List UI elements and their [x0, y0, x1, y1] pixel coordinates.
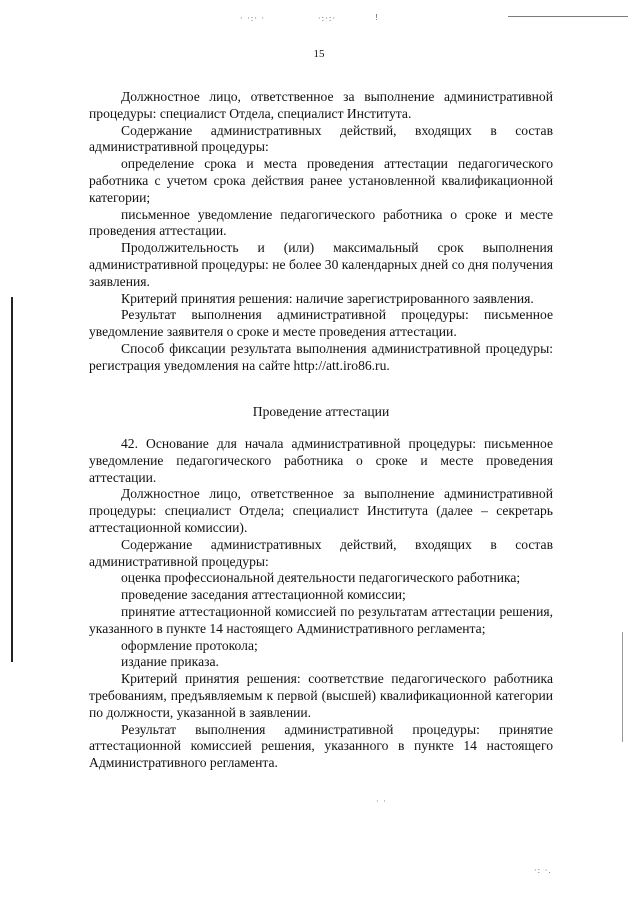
- paragraph-result: Результат выполнения административной процедуры: письменное уведомление заявителя о сроке и месте проведения аттестации.: [89, 307, 553, 340]
- paragraph-action-item: письменное уведомление педагогического работника о сроке и месте проведения аттестации.: [89, 206, 553, 239]
- paragraph-duration: Продолжительность и (или) максимальный срок выполнения административной процедуры: не более 30 календарных дней со дня получения заявления.: [89, 240, 553, 289]
- paragraph-actions-content: Содержание административных действий, входящих в состав административной процедуры:: [89, 122, 553, 155]
- paragraph-action-item: оформление протокола;: [121, 637, 258, 653]
- paragraph-responsible-official: Должностное лицо, ответственное за выполнение административной процедуры: специалист Отдела, специалист Института.: [89, 89, 553, 121]
- scan-margin-bar-left: [11, 297, 13, 662]
- paragraph-action-item: оценка профессиональной деятельности педагогического работника;: [121, 570, 521, 586]
- scan-line-mark: [508, 16, 628, 17]
- section-heading: Проведение аттестации: [252, 404, 390, 419]
- paragraph-decision-criterion: Критерий принятия решения: наличие зарегистрированного заявления.: [121, 290, 534, 306]
- paragraph-action-item: определение срока и места проведения аттестации педагогического работника с учетом срока действия ранее установленной квалификационной категории;: [89, 156, 553, 205]
- procedure-attestation-section: [89, 436, 553, 772]
- scan-speck: ·:·:·: [318, 14, 337, 23]
- scan-speck: !: [375, 13, 380, 22]
- scan-margin-bar-right: [622, 632, 623, 742]
- page-number: 15: [313, 48, 325, 60]
- paragraph-decision-criterion: Критерий принятия решения: соответствие педагогического работника требованиям, предъявляемым к первой (высшей) квалификационной категории по должности, указанной в заявлении.: [89, 671, 553, 720]
- paragraph-result: Результат выполнения административной процедуры: принятие аттестационной комиссией решения, указанного в пункте 14 настоящего Административного регламента.: [89, 721, 553, 771]
- scan-speck: · ·: [376, 797, 387, 806]
- paragraph-actions-content: Содержание административных действий, входящих в состав административной процедуры:: [89, 536, 553, 569]
- scan-speck: ·: ·.: [534, 866, 552, 875]
- paragraph-fixation-method: Способ фиксации результата выполнения административной процедуры: регистрация уведомления на сайте http://att.iro86.ru.: [89, 340, 553, 373]
- scan-speck: · ·:· ·: [240, 14, 265, 23]
- paragraph-action-item: принятие аттестационной комиссией по результатам аттестации решения, указанного в пункте 14 настоящего Административного регламента;: [89, 603, 553, 636]
- paragraph-action-item: издание приказа.: [121, 654, 219, 670]
- paragraph-action-item: проведение заседания аттестационной комиссии;: [121, 587, 406, 603]
- paragraph-basis: 42. Основание для начала административной процедуры: письменное уведомление педагогического работника о сроке и месте проведения аттестации.: [89, 436, 553, 485]
- paragraph-responsible-official: Должностное лицо, ответственное за выполнение административной процедуры: специалист Отдела; специалист Института (далее – секретарь аттестационной комиссии).: [89, 486, 553, 535]
- procedure-notification-section: [89, 89, 553, 375]
